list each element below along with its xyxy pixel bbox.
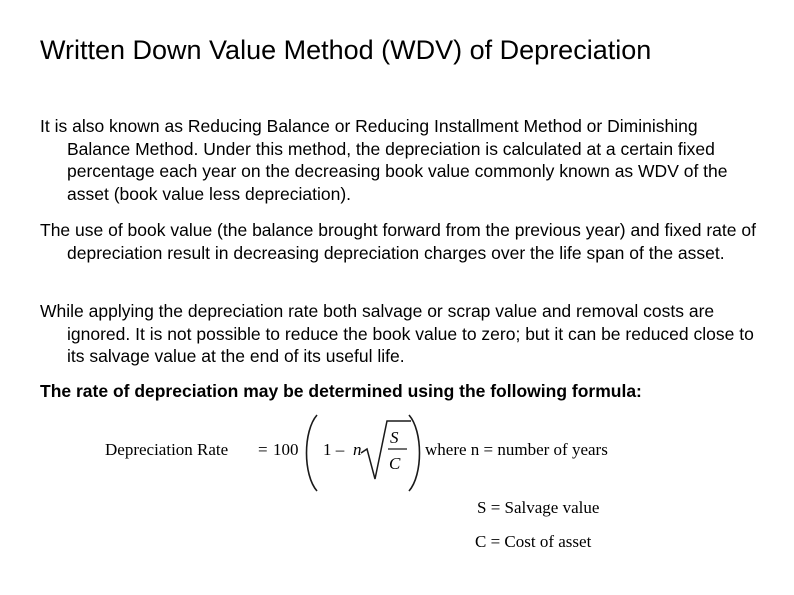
formula-intro: The rate of depreciation may be determined using the following formula: [40, 381, 642, 401]
formula-coefficient: 100 [273, 440, 299, 459]
formula-lhs: Depreciation Rate [105, 440, 229, 459]
radical-sign [361, 421, 411, 479]
formula-one-minus: 1 – [323, 440, 345, 459]
paragraph-salvage: While applying the depreciation rate both salvage or scrap value and removal costs are ignored. It is not possible to reduce the book value to zero; but it can be reduced close to its salvage value at the end of its useful life. [40, 301, 754, 366]
formula-equals: = [258, 440, 268, 459]
depreciation-rate-formula [105, 413, 665, 573]
legend-salvage: S = Salvage value [477, 498, 600, 517]
paragraph-also-known-as: It is also known as Reducing Balance or Reducing Installment Method or Diminishing Balance Method. Under this method, the depreciation is calculated at a certain fixed percentage each year on the decreasing book value commonly known as WDV of the asset (book value less depreciation). [40, 116, 728, 204]
formula-graphic [105, 413, 665, 573]
formula-denominator: C [389, 454, 401, 473]
right-paren [409, 415, 420, 491]
slide-title: Written Down Value Method (WDV) of Depreciation [40, 35, 652, 65]
formula-where: where n = number of years [425, 440, 608, 459]
left-paren [307, 415, 318, 491]
formula-root-index: n [353, 440, 362, 459]
paragraph-book-value: The use of book value (the balance brought forward from the previous year) and fixed rate of depreciation result in decreasing depreciation charges over the life span of the asset. [40, 220, 756, 263]
legend-cost: C = Cost of asset [475, 532, 592, 551]
formula-numerator: S [390, 428, 399, 447]
